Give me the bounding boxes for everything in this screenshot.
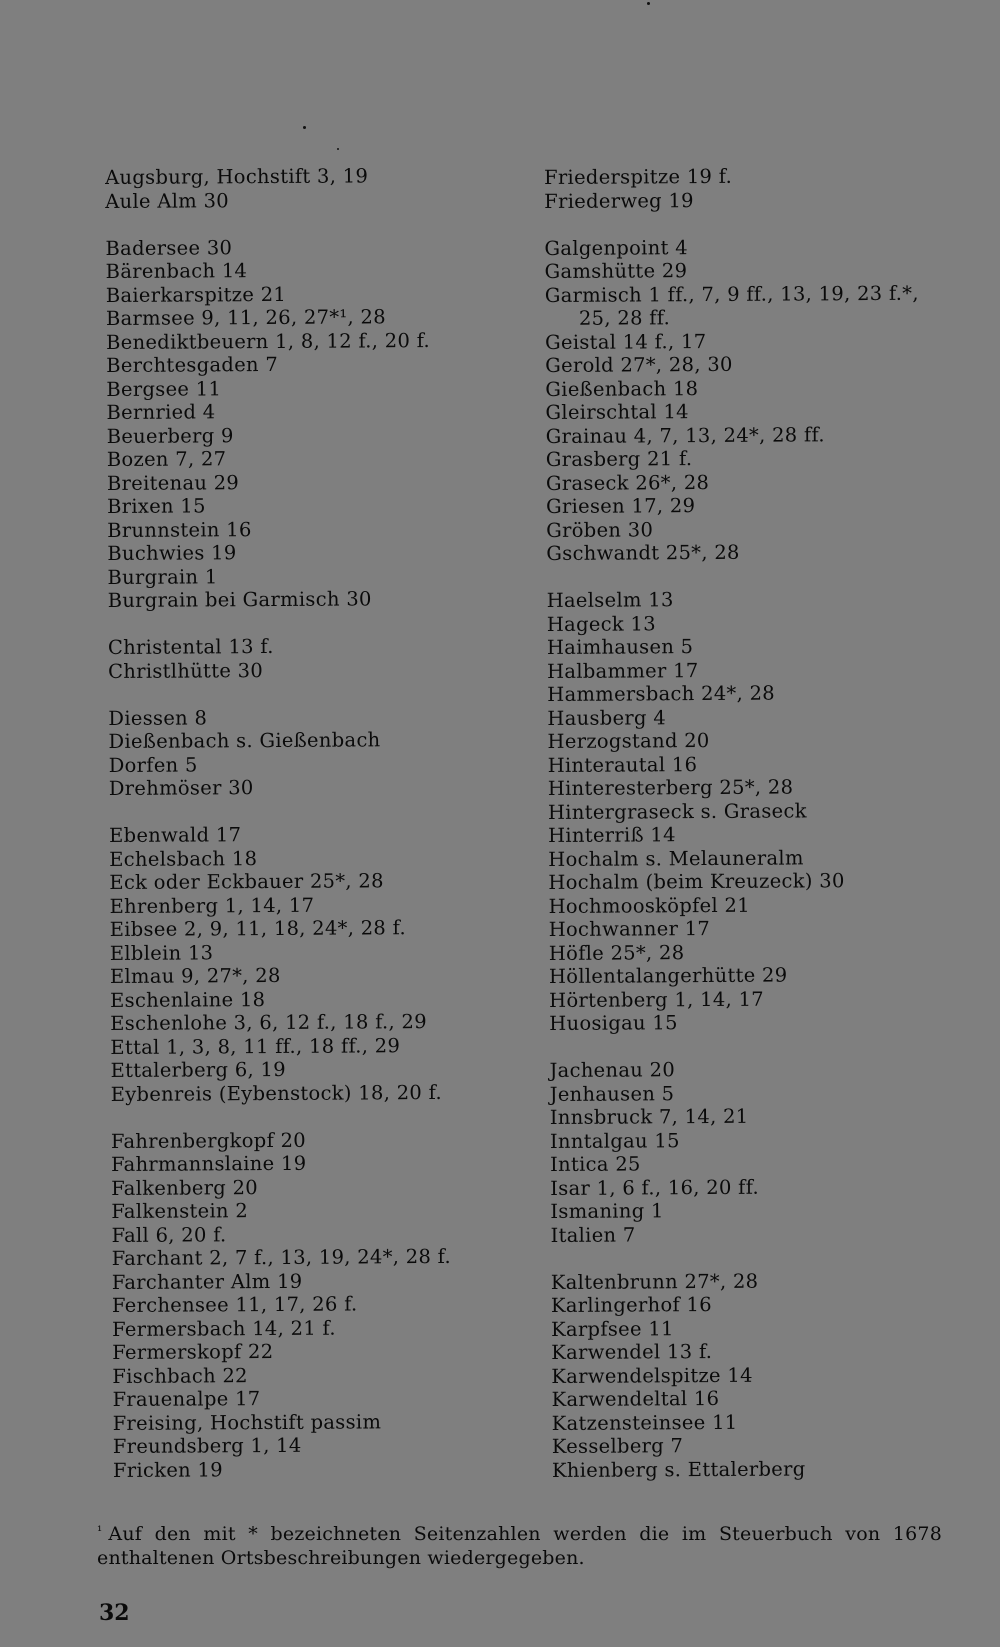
index-entry: Dießenbach s. Gießenbach — [108, 728, 381, 753]
index-entry: Fermerskopf 22 — [112, 1339, 274, 1364]
index-entry: Isar 1, 6 f., 16, 20 ff. — [550, 1175, 760, 1200]
index-entry: Beuerberg 9 — [106, 423, 234, 448]
index-entry: Bärenbach 14 — [105, 259, 248, 283]
index-entry: Hörtenberg 1, 14, 17 — [549, 987, 765, 1012]
index-section-gap — [111, 1103, 551, 1129]
index-entry: Farchanter Alm 19 — [111, 1269, 303, 1294]
index-entry: Galgenpoint 4 — [544, 235, 688, 260]
index-entry: Christlhütte 30 — [108, 658, 264, 683]
index-entry: Griesen 17, 29 — [546, 494, 696, 518]
index-entry: Buchwies 19 — [107, 541, 237, 565]
index-entry: Friederweg 19 — [544, 188, 694, 213]
index-entry: Augsburg, Hochstift 3, 19 — [105, 164, 369, 189]
index-section-gap — [551, 1244, 971, 1270]
index-entry: Hintergraseck s. Graseck — [547, 798, 807, 824]
index-entry: Höllentalangerhütte 29 — [548, 963, 788, 988]
index-entry: Ferchensee 11, 17, 26 f. — [111, 1292, 358, 1317]
index-entry: Herzogstand 20 — [547, 728, 710, 753]
index-entry: Karlingerhof 16 — [550, 1292, 712, 1317]
index-entry: Burgrain bei Garmisch 30 — [107, 587, 372, 612]
index-entry: Fahrmannslaine 19 — [111, 1151, 307, 1176]
index-entry: Jenhausen 5 — [549, 1081, 675, 1106]
index-entry: Haelselm 13 — [546, 588, 674, 612]
index-entry: Geistal 14 f., 17 — [545, 329, 707, 354]
page-number: 32 — [99, 1600, 130, 1626]
index-column-right — [544, 163, 972, 1482]
index-entry: Hochalm s. Melauneralm — [548, 845, 804, 871]
footnote — [97, 1520, 942, 1570]
index-entry: Eybenreis (Eybenstock) 18, 20 f. — [110, 1080, 442, 1106]
index-entry: Hochwanner 17 — [548, 916, 711, 941]
index-entry: Brunnstein 16 — [107, 517, 252, 542]
index-entry: Hinterautal 16 — [547, 752, 698, 777]
index-entry: Falkenstein 2 — [111, 1199, 249, 1223]
index-entry: Gröben 30 — [546, 517, 654, 542]
index-entry: Fahrenbergkopf 20 — [110, 1128, 307, 1153]
index-entry: Hausberg 4 — [547, 705, 667, 730]
index-entry: Inntalgau 15 — [549, 1128, 680, 1153]
index-entry: Freising, Hochstift passim — [112, 1409, 382, 1435]
index-entry: Breitenau 29 — [106, 470, 240, 495]
index-section-gap — [544, 210, 964, 236]
index-entry: Drehmöser 30 — [108, 776, 254, 800]
index-entry: Fischbach 22 — [112, 1363, 248, 1388]
index-entry: Khienberg s. Ettalerberg — [551, 1456, 806, 1482]
index-entry-continuation: 25, 28 ff. — [578, 306, 671, 330]
index-entry: Brixen 15 — [107, 494, 206, 518]
index-entry: Hochmoosköpfel 21 — [548, 893, 750, 918]
index-entry: Echelsbach 18 — [109, 846, 258, 871]
index-entry: Aule Alm 30 — [105, 188, 230, 213]
index-entry: Gießenbach 18 — [545, 376, 699, 401]
index-section-gap — [546, 563, 966, 589]
index-entry: Hammersbach 24*, 28 — [547, 681, 776, 706]
index-entry: Hochalm (beim Kreuzeck) 30 — [548, 869, 845, 894]
print-speck — [303, 126, 306, 129]
index-section-gap — [105, 210, 545, 236]
index-entry: Bernried 4 — [106, 400, 216, 424]
index-entry: Baierkarspitze 21 — [105, 282, 287, 307]
index-entry: Halbammer 17 — [547, 658, 699, 683]
index-entry: Karpfsee 11 — [551, 1316, 674, 1341]
index-entry: Garmisch 1 ff., 7, 9 ff., 13, 19, 23 f.*, — [544, 281, 919, 307]
index-entry: Karwendelspitze 14 — [551, 1363, 753, 1388]
index-entry: Kaltenbrunn 27*, 28 — [550, 1269, 759, 1294]
index-entry: Fermersbach 14, 21 f. — [112, 1316, 336, 1341]
index-section-gap — [109, 798, 549, 824]
index-entry: Ebenwald 17 — [109, 823, 242, 847]
index-entry: Fricken 19 — [112, 1457, 223, 1482]
index-entry: Burgrain 1 — [107, 564, 218, 589]
index-entry: Diessen 8 — [108, 705, 208, 730]
index-entry: Hinterriß 14 — [548, 823, 676, 847]
index-column-left — [105, 163, 553, 1482]
index-entry: Grainau 4, 7, 13, 24*, 28 ff. — [545, 422, 825, 448]
index-entry: Höfle 25*, 28 — [548, 940, 685, 965]
index-entry: Falkenberg 20 — [111, 1175, 259, 1200]
index-entry: Freundsberg 1, 14 — [112, 1433, 302, 1458]
index-entry: Intica 25 — [550, 1152, 641, 1176]
index-entry: Ettalerberg 6, 19 — [110, 1057, 286, 1082]
index-entry: Elblein 13 — [109, 940, 214, 965]
footnote-mark: ¹ — [97, 1524, 103, 1539]
index-entry: Eibsee 2, 9, 11, 18, 24*, 28 f. — [109, 916, 406, 941]
index-entry: Berchtesgaden 7 — [106, 352, 279, 377]
index-entry: Kesselberg 7 — [551, 1434, 684, 1458]
index-entry: Eck oder Eckbauer 25*, 28 — [109, 869, 384, 894]
index-entry: Elmau 9, 27*, 28 — [109, 963, 281, 988]
index-entry: Innsbruck 7, 14, 21 — [549, 1104, 749, 1129]
index-entry: Gerold 27*, 28, 30 — [545, 352, 733, 377]
index-section-gap — [108, 610, 548, 636]
index-entry: Haimhausen 5 — [546, 635, 694, 659]
index-entry: Farchant 2, 7 f., 13, 19, 24*, 28 f. — [111, 1244, 452, 1270]
index-entry: Benediktbeuern 1, 8, 12 f., 20 f. — [106, 328, 431, 354]
index-entry: Gamshütte 29 — [544, 259, 688, 283]
index-entry: Dorfen 5 — [108, 752, 198, 777]
index-entry: Friederspitze 19 f. — [544, 164, 733, 189]
index-entry: Bergsee 11 — [106, 376, 222, 401]
index-entry: Eschenlohe 3, 6, 12 f., 18 f., 29 — [110, 1010, 427, 1035]
index-section-gap — [549, 1033, 969, 1059]
index-entry: Grasberg 21 f. — [545, 447, 693, 471]
print-speck — [337, 148, 339, 150]
index-entry: Fall 6, 20 f. — [111, 1222, 227, 1247]
index-entry: Gschwandt 25*, 28 — [546, 540, 740, 565]
index-entry: Hageck 13 — [546, 611, 656, 636]
index-entry: Ismaning 1 — [550, 1199, 664, 1223]
index-entry: Barmsee 9, 11, 26, 27*¹, 28 — [105, 305, 386, 330]
index-entry: Jachenau 20 — [549, 1058, 676, 1082]
index-entry: Badersee 30 — [105, 235, 233, 260]
index-entry: Karwendel 13 f. — [551, 1339, 713, 1364]
index-entry: Graseck 26*, 28 — [545, 470, 710, 495]
index-entry: Katzensteinsee 11 — [551, 1410, 738, 1435]
index-section-gap — [108, 680, 548, 706]
index-entry: Huosigau 15 — [549, 1011, 678, 1035]
index-entry: Gleirschtal 14 — [545, 400, 689, 424]
index-entry: Frauenalpe 17 — [112, 1387, 261, 1411]
index-entry: Italien 7 — [550, 1222, 636, 1247]
print-speck — [647, 2, 650, 5]
index-entry: Bozen 7, 27 — [106, 447, 227, 471]
index-entry: Ettal 1, 3, 8, 11 ff., 18 ff., 29 — [110, 1033, 401, 1059]
footnote-text: Auf den mit * bezeichneten Seitenzahlen werden die im Steuerbuch von 1678 enthaltenen Ortsbeschreibungen wiedergegeben. — [97, 1523, 942, 1569]
index-entry: Hinteresterberg 25*, 28 — [547, 775, 794, 800]
index-entry: Christental 13 f. — [107, 634, 274, 659]
index-entry: Karwendeltal 16 — [551, 1386, 720, 1411]
index-entry: Ehrenberg 1, 14, 17 — [109, 893, 315, 918]
index-entry: Eschenlaine 18 — [110, 987, 266, 1012]
